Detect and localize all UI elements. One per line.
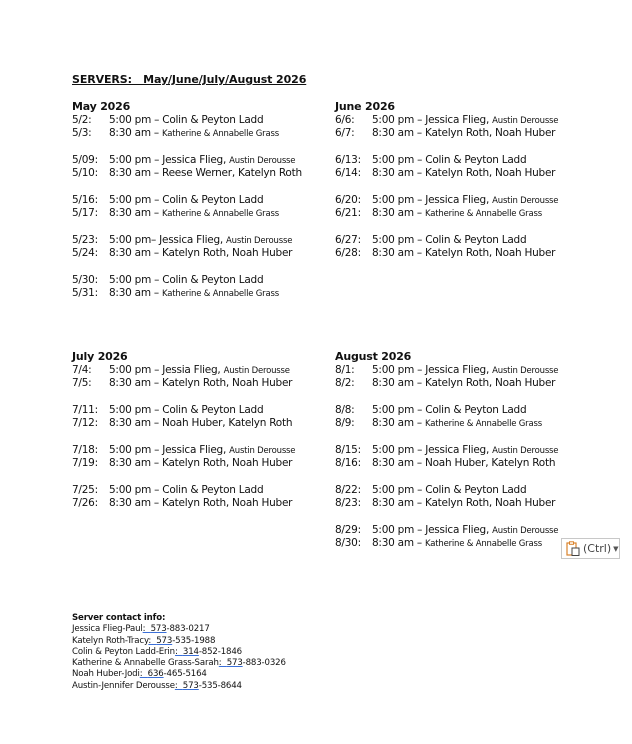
server-names-small: Katherine & Annabelle Grass [162, 209, 279, 219]
schedule-time: 8:30 am – [372, 127, 426, 139]
schedule-row [335, 377, 595, 390]
schedule-row [335, 417, 595, 430]
server-names: Jessica Flieg, [159, 234, 227, 246]
schedule-date: 5/30: [72, 274, 98, 286]
schedule-time: 5:00 pm – [372, 234, 426, 246]
schedule-row [72, 127, 332, 140]
schedule-date: 8/22: [335, 484, 361, 496]
contact-name: Katelyn Roth-Tracy [72, 635, 149, 646]
server-names-small: Katherine & Annabelle Grass [425, 209, 542, 219]
server-names: Reese Werner, Katelyn Roth [162, 167, 302, 179]
server-names: Colin & Peyton Ladd [162, 484, 264, 496]
schedule-time: 5:00 pm – [372, 484, 426, 496]
server-names: Jessica Flieg, [425, 364, 493, 376]
schedule-date: 5/16: [72, 194, 98, 206]
server-names-small: Katherine & Annabelle Grass [425, 539, 542, 549]
schedule-time: 5:00 pm – [372, 154, 426, 166]
month-section-july [72, 350, 332, 510]
contact-entry [72, 636, 286, 647]
schedule-date: 7/5: [72, 377, 92, 389]
schedule-date: 6/27: [335, 234, 361, 246]
contact-name: Austin-Jennifer Derousse [72, 680, 175, 691]
spacer [335, 180, 595, 194]
schedule-date: 7/19: [72, 457, 98, 469]
chevron-down-icon: ▼ [613, 544, 619, 553]
schedule-date: 6/14: [335, 167, 361, 179]
spacer [335, 510, 595, 524]
server-names: Katelyn Roth, Noah Huber [162, 377, 293, 389]
schedule-time: 8:30 am – [372, 457, 426, 469]
server-names-small: Austin Derousse [492, 526, 559, 536]
month-section-august [335, 350, 595, 550]
schedule-date: 8/15: [335, 444, 361, 456]
schedule-row [335, 444, 595, 457]
month-section-may [72, 100, 332, 300]
server-names: Colin & Peyton Ladd [425, 234, 527, 246]
schedule-time: 5:00 pm – [109, 274, 163, 286]
schedule-time: 8:30 am – [372, 417, 426, 429]
schedule-time: 5:00 pm – [372, 364, 426, 376]
document-title: SERVERS: May/June/July/August 2026 [72, 73, 307, 86]
schedule-row [72, 444, 332, 457]
phone-area-code: 573 [226, 658, 243, 669]
server-names: Colin & Peyton Ladd [162, 114, 264, 126]
schedule-date: 5/3: [72, 127, 92, 139]
schedule-date: 5/09: [72, 154, 98, 166]
server-names-small: Austin Derousse [223, 366, 290, 376]
server-names-small: Austin Derousse [229, 156, 296, 166]
schedule-row [72, 287, 332, 300]
schedule-row [72, 114, 332, 127]
schedule-date: 8/1: [335, 364, 355, 376]
spacer [335, 390, 595, 404]
schedule-row [72, 497, 332, 510]
month-section-june [335, 100, 595, 260]
schedule-time: 8:30 am – [372, 537, 426, 549]
spacer [72, 430, 332, 444]
schedule-time: 5:00 pm – [372, 444, 426, 456]
server-names: Colin & Peyton Ladd [425, 404, 527, 416]
server-names: Katelyn Roth, Noah Huber [162, 457, 293, 469]
server-names-small: Katherine & Annabelle Grass [162, 129, 279, 139]
phone-number: -535-8644 [198, 680, 242, 691]
phone-area-code: 573 [182, 680, 199, 691]
schedule-time: 8:30 am – [109, 127, 163, 139]
server-names: Jessica Flieg, [425, 194, 493, 206]
spacer [72, 140, 332, 154]
schedule-time: 8:30 am – [372, 377, 426, 389]
schedule-time: 5:00 pm – [109, 364, 163, 376]
schedule-date: 7/4: [72, 364, 92, 376]
server-names: Noah Huber, Katelyn Roth [425, 457, 556, 469]
schedule-time: 8:30 am – [109, 207, 163, 219]
server-contact-info [72, 613, 286, 692]
server-names: Katelyn Roth, Noah Huber [162, 497, 293, 509]
server-names: Katelyn Roth, Noah Huber [425, 167, 556, 179]
schedule-row [72, 194, 332, 207]
schedule-time: 8:30 am – [372, 247, 426, 259]
schedule-row [72, 274, 332, 287]
contact-separator: : [218, 658, 227, 669]
contact-separator: : [174, 646, 183, 657]
month-heading: June 2026 [335, 100, 395, 113]
phone-number: -883-0326 [242, 658, 286, 669]
schedule-time: 8:30 am – [109, 457, 163, 469]
schedule-time: 5:00 pm – [109, 114, 163, 126]
contact-separator: : [139, 669, 148, 680]
contact-separator: : [148, 635, 157, 646]
schedule-row [335, 167, 595, 180]
schedule-time: 5:00 pm – [109, 444, 163, 456]
schedule-date: 6/28: [335, 247, 361, 259]
schedule-row [335, 457, 595, 470]
server-names: Colin & Peyton Ladd [425, 154, 527, 166]
schedule-date: 8/9: [335, 417, 355, 429]
phone-area-code: 636 [147, 669, 164, 680]
schedule-time: 8:30 am – [109, 417, 163, 429]
schedule-date: 6/7: [335, 127, 355, 139]
schedule-row [72, 417, 332, 430]
schedule-date: 5/24: [72, 247, 98, 259]
schedule-time: 5:00 pm – [109, 404, 163, 416]
contact-entry [72, 681, 286, 692]
schedule-time: 5:00 pm – [372, 404, 426, 416]
schedule-date: 7/25: [72, 484, 98, 496]
server-names: Jessica Flieg, [425, 524, 493, 536]
spacer [72, 220, 332, 234]
contact-separator: : [174, 680, 183, 691]
schedule-row [72, 364, 332, 377]
schedule-time: 8:30 am – [372, 207, 426, 219]
schedule-row [335, 114, 595, 127]
schedule-row [72, 484, 332, 497]
server-names-small: Austin Derousse [492, 196, 559, 206]
server-names-small: Austin Derousse [492, 446, 559, 456]
server-names: Katelyn Roth, Noah Huber [425, 247, 556, 259]
clipboard-icon [566, 541, 580, 556]
spacer [72, 470, 332, 484]
server-names-small: Austin Derousse [229, 446, 296, 456]
schedule-row [335, 127, 595, 140]
schedule-row [72, 377, 332, 390]
schedule-row [335, 524, 595, 537]
schedule-row [335, 537, 595, 550]
schedule-time: 8:30 am – [372, 497, 426, 509]
server-names-small: Austin Derousse [492, 116, 559, 126]
schedule-time: 8:30 am – [109, 167, 163, 179]
server-names: Katelyn Roth, Noah Huber [425, 497, 556, 509]
server-names: Colin & Peyton Ladd [162, 274, 264, 286]
server-names-small: Austin Derousse [226, 236, 293, 246]
schedule-time: 5:00 pm – [372, 524, 426, 536]
spacer [335, 220, 595, 234]
contact-name: Katherine & Annabelle Grass-Sarah [72, 658, 219, 669]
schedule-date: 8/16: [335, 457, 361, 469]
contact-name: Jessica Flieg-Paul [72, 624, 143, 635]
contact-name: Colin & Peyton Ladd-Erin [72, 646, 175, 657]
schedule-time: 5:00 pm– [109, 234, 160, 246]
schedule-time: 5:00 pm – [109, 484, 163, 496]
phone-area-code: 314 [182, 646, 199, 657]
spacer [335, 140, 595, 154]
spacer [72, 180, 332, 194]
phone-number: -465-5164 [163, 669, 207, 680]
schedule-date: 8/23: [335, 497, 361, 509]
phone-area-code: 573 [150, 624, 167, 635]
schedule-row [335, 364, 595, 377]
spacer [72, 260, 332, 274]
schedule-row [72, 234, 332, 247]
phone-number: -883-0217 [166, 624, 210, 635]
schedule-time: 5:00 pm – [109, 154, 163, 166]
month-heading: August 2026 [335, 350, 412, 363]
schedule-date: 8/30: [335, 537, 361, 549]
schedule-date: 8/2: [335, 377, 355, 389]
server-names: Katelyn Roth, Noah Huber [162, 247, 293, 259]
schedule-row [335, 194, 595, 207]
schedule-date: 7/18: [72, 444, 98, 456]
server-names-small: Katherine & Annabelle Grass [162, 289, 279, 299]
phone-number: -535-1988 [172, 635, 216, 646]
schedule-row [72, 457, 332, 470]
schedule-row [335, 497, 595, 510]
contact-name: Noah Huber-Jodi [72, 669, 140, 680]
schedule-row [335, 404, 595, 417]
contact-entry [72, 647, 286, 658]
schedule-date: 7/26: [72, 497, 98, 509]
contact-entry [72, 658, 286, 669]
spacer [72, 390, 332, 404]
schedule-date: 8/29: [335, 524, 361, 536]
month-heading: July 2026 [72, 350, 128, 363]
server-names: Noah Huber, Katelyn Roth [162, 417, 293, 429]
schedule-time: 8:30 am – [109, 247, 163, 259]
schedule-date: 8/8: [335, 404, 355, 416]
schedule-date: 5/17: [72, 207, 98, 219]
schedule-row [335, 484, 595, 497]
schedule-row [72, 167, 332, 180]
server-names: Jessica Flieg, [162, 444, 230, 456]
schedule-row [335, 154, 595, 167]
schedule-time: 8:30 am – [109, 497, 163, 509]
server-names: Katelyn Roth, Noah Huber [425, 377, 556, 389]
schedule-date: 5/2: [72, 114, 92, 126]
phone-number: -852-1846 [198, 646, 242, 657]
paste-options-label: (Ctrl) [583, 542, 612, 555]
spacer [335, 430, 595, 444]
schedule-date: 5/23: [72, 234, 98, 246]
spacer [335, 470, 595, 484]
schedule-row [335, 234, 595, 247]
schedule-date: 6/21: [335, 207, 361, 219]
schedule-date: 5/31: [72, 287, 98, 299]
schedule-date: 7/12: [72, 417, 98, 429]
server-names: Katelyn Roth, Noah Huber [425, 127, 556, 139]
server-names-small: Austin Derousse [492, 366, 559, 376]
schedule-date: 5/10: [72, 167, 98, 179]
schedule-time: 8:30 am – [109, 287, 163, 299]
contact-separator: : [142, 624, 151, 635]
schedule-date: 7/11: [72, 404, 98, 416]
schedule-row [335, 207, 595, 220]
schedule-time: 8:30 am – [372, 167, 426, 179]
contact-entry [72, 624, 286, 635]
schedule-row [335, 247, 595, 260]
phone-area-code: 573 [156, 635, 173, 646]
schedule-date: 6/13: [335, 154, 361, 166]
server-names: Jessica Flieg, [425, 114, 493, 126]
contact-entry [72, 669, 286, 680]
schedule-time: 8:30 am – [109, 377, 163, 389]
schedule-row [72, 207, 332, 220]
server-names-small: Katherine & Annabelle Grass [425, 419, 542, 429]
schedule-date: 6/6: [335, 114, 355, 126]
server-names: Jessia Flieg, [162, 364, 224, 376]
schedule-time: 5:00 pm – [372, 194, 426, 206]
schedule-time: 5:00 pm – [109, 194, 163, 206]
schedule-time: 5:00 pm – [372, 114, 426, 126]
month-heading: May 2026 [72, 100, 131, 113]
server-names: Colin & Peyton Ladd [425, 484, 527, 496]
contact-heading: Server contact info: [72, 613, 166, 623]
schedule-row [72, 404, 332, 417]
paste-options-button[interactable] [561, 538, 620, 559]
server-names: Colin & Peyton Ladd [162, 194, 264, 206]
schedule-row [72, 154, 332, 167]
server-names: Colin & Peyton Ladd [162, 404, 264, 416]
server-names: Jessica Flieg, [425, 444, 493, 456]
server-names: Jessica Flieg, [162, 154, 230, 166]
schedule-row [72, 247, 332, 260]
schedule-date: 6/20: [335, 194, 361, 206]
